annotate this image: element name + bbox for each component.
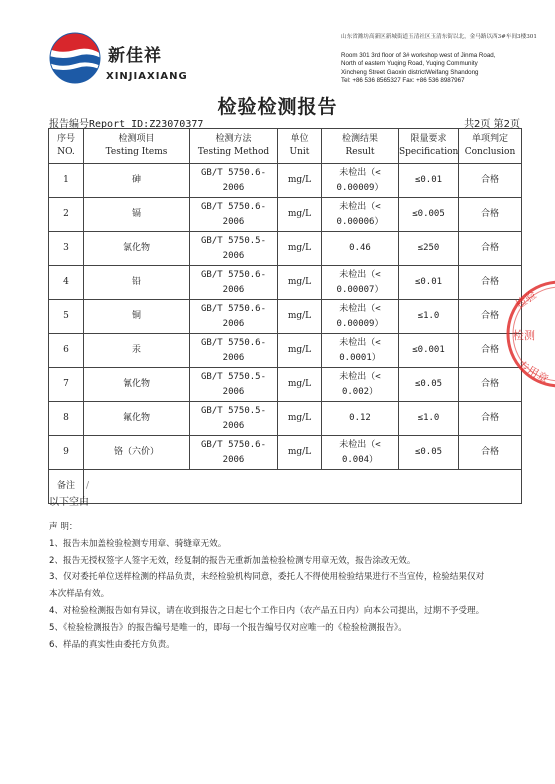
cell-method: GB/T 5750.6- 2006 bbox=[190, 198, 278, 232]
cell-no: 7 bbox=[49, 368, 84, 402]
table-row bbox=[49, 232, 522, 266]
cell-spec: ≤0.05 bbox=[399, 436, 459, 470]
cell-item: 氰化物 bbox=[84, 368, 190, 402]
results-table bbox=[48, 128, 522, 504]
cell-spec: ≤0.005 bbox=[399, 198, 459, 232]
cell-spec: ≤0.01 bbox=[399, 266, 459, 300]
declaration-heading: 声 明： bbox=[49, 522, 78, 532]
table-row bbox=[49, 266, 522, 300]
cell-no: 4 bbox=[49, 266, 84, 300]
cell-item: 汞 bbox=[84, 334, 190, 368]
table-row bbox=[49, 402, 522, 436]
cell-item: 砷 bbox=[84, 164, 190, 198]
cell-unit: mg/L bbox=[278, 198, 322, 232]
cell-result: 未检出（< 0.00009） bbox=[322, 300, 399, 334]
cell-item: 镉 bbox=[84, 198, 190, 232]
cell-item: 铜 bbox=[84, 300, 190, 334]
table-row bbox=[49, 300, 522, 334]
table-header-row bbox=[49, 129, 522, 164]
cell-unit: mg/L bbox=[278, 334, 322, 368]
cell-conclusion: 合格 bbox=[459, 334, 522, 368]
cell-conclusion: 合格 bbox=[459, 266, 522, 300]
address-line: Xincheng Street Gaoxin districtWeifang Shandong bbox=[341, 68, 479, 76]
declaration-item: 2、报告无授权签字人签字无效，经复制的报告无重新加盖检验检测专用章无效，报告涂改无效。 bbox=[49, 555, 416, 566]
cell-conclusion: 合格 bbox=[459, 402, 522, 436]
remark-row bbox=[49, 470, 522, 504]
cell-unit: mg/L bbox=[278, 300, 322, 334]
cell-spec: ≤250 bbox=[399, 232, 459, 266]
declaration-item: 5、《检验检测报告》的报告编号是唯一的，即每一个报告编号仅对应唯一的《检验检测报告》。 bbox=[49, 622, 407, 633]
cell-unit: mg/L bbox=[278, 402, 322, 436]
cell-spec: ≤1.0 bbox=[399, 300, 459, 334]
declaration-item: 6、样品的真实性由委托方负责。 bbox=[49, 639, 175, 650]
header-result: 检测结果 Result bbox=[322, 129, 399, 164]
cell-result: 0.46 bbox=[322, 232, 399, 266]
cell-item: 铅 bbox=[84, 266, 190, 300]
seal-stamp bbox=[505, 279, 555, 389]
cell-spec: ≤1.0 bbox=[399, 402, 459, 436]
table-row bbox=[49, 368, 522, 402]
header-spec: 限量要求 Specification bbox=[399, 129, 459, 164]
cell-conclusion: 合格 bbox=[459, 232, 522, 266]
cell-method: GB/T 5750.5- 2006 bbox=[190, 232, 278, 266]
header-no: 序号 NO. bbox=[49, 129, 84, 164]
cell-conclusion: 合格 bbox=[459, 198, 522, 232]
cell-method: GB/T 5750.6- 2006 bbox=[190, 300, 278, 334]
remark-value: / bbox=[84, 470, 522, 504]
cell-no: 9 bbox=[49, 436, 84, 470]
svg-text:检验: 检验 bbox=[513, 288, 539, 312]
cell-unit: mg/L bbox=[278, 368, 322, 402]
cell-result: 未检出（< 0.00009） bbox=[322, 164, 399, 198]
pages-current: 第2页 bbox=[493, 119, 520, 130]
svg-text:专用章: 专用章 bbox=[515, 358, 551, 387]
cell-spec: ≤0.001 bbox=[399, 334, 459, 368]
cell-no: 5 bbox=[49, 300, 84, 334]
cell-spec: ≤0.01 bbox=[399, 164, 459, 198]
company-address-cn: 山东省潍坊高新区新城街道玉清社区玉清东街以北，金马路以西3#车间3楼301 bbox=[341, 34, 537, 40]
blank-below-note: 以下空白 bbox=[49, 497, 89, 508]
address-line: Room 301 3rd floor of 3# workshop west of Jinma Road, bbox=[341, 52, 496, 59]
report-number: 报告编号Report ID:Z23070377 bbox=[49, 119, 204, 130]
cell-unit: mg/L bbox=[278, 164, 322, 198]
company-logo bbox=[49, 32, 101, 84]
cell-item: 氟化物 bbox=[84, 402, 190, 436]
cell-method: GB/T 5750.6- 2006 bbox=[190, 164, 278, 198]
cell-result: 未检出（< 0.00007） bbox=[322, 266, 399, 300]
header-method: 检测方法 Testing Method bbox=[190, 129, 278, 164]
header-conclusion: 单项判定 Conclusion bbox=[459, 129, 522, 164]
cell-method: GB/T 5750.6- 2006 bbox=[190, 334, 278, 368]
cell-conclusion: 合格 bbox=[459, 164, 522, 198]
header-item: 检测项目 Testing Items bbox=[84, 129, 190, 164]
cell-spec: ≤0.05 bbox=[399, 368, 459, 402]
cell-result: 未检出（< 0.00006） bbox=[322, 198, 399, 232]
cell-method: GB/T 5750.6- 2006 bbox=[190, 266, 278, 300]
table-row bbox=[49, 436, 522, 470]
cell-unit: mg/L bbox=[278, 266, 322, 300]
cell-unit: mg/L bbox=[278, 232, 322, 266]
cell-result: 0.12 bbox=[322, 402, 399, 436]
cell-method: GB/T 5750.5- 2006 bbox=[190, 368, 278, 402]
cell-no: 2 bbox=[49, 198, 84, 232]
cell-conclusion: 合格 bbox=[459, 368, 522, 402]
company-address-en bbox=[341, 52, 546, 85]
cell-no: 3 bbox=[49, 232, 84, 266]
table-row bbox=[49, 334, 522, 368]
contact-line: Tel: +86 536 8565327 Fax: +86 536 8987967 bbox=[341, 76, 465, 84]
cell-unit: mg/L bbox=[278, 436, 322, 470]
remark-label: 备注 bbox=[49, 470, 84, 504]
declaration-item: 3、仅对委托单位送样检测的样品负责，未经检验机构同意，委托人不得使用检验结果进行不当宣传，检验结果仅对本次样品有效。 bbox=[49, 572, 485, 600]
cell-item: 铬（六价） bbox=[84, 436, 190, 470]
cell-item: 氯化物 bbox=[84, 232, 190, 266]
header-unit: 单位 Unit bbox=[278, 129, 322, 164]
cell-no: 8 bbox=[49, 402, 84, 436]
cell-conclusion: 合格 bbox=[459, 436, 522, 470]
cell-method: GB/T 5750.6- 2006 bbox=[190, 436, 278, 470]
cell-conclusion: 合格 bbox=[459, 300, 522, 334]
svg-text:检测: 检测 bbox=[513, 329, 535, 342]
cell-result: 未检出（< 0.004） bbox=[322, 436, 399, 470]
pages-total: 共2页 bbox=[464, 119, 491, 130]
cell-no: 1 bbox=[49, 164, 84, 198]
company-name-cn: 新佳祥 bbox=[108, 46, 162, 66]
cell-result: 未检出（< 0.002） bbox=[322, 368, 399, 402]
address-line: North of eastern Yuqing Road, Yuqing Community bbox=[341, 60, 478, 68]
declaration bbox=[49, 519, 489, 653]
document-title: 检验检测报告 bbox=[217, 96, 338, 118]
cell-result: 未检出（< 0.0001） bbox=[322, 334, 399, 368]
company-name-en: XINJIAXIANG bbox=[106, 71, 188, 82]
declaration-item: 1、报告未加盖检验检测专用章、骑缝章无效。 bbox=[49, 538, 227, 549]
table-row bbox=[49, 198, 522, 232]
declaration-item: 4、对检验检测报告如有异议，请在收到报告之日起七个工作日内（农产品五日内）向本公司提出，过期不予受理。 bbox=[49, 605, 485, 616]
cell-no: 6 bbox=[49, 334, 84, 368]
table-row bbox=[49, 164, 522, 198]
cell-method: GB/T 5750.5- 2006 bbox=[190, 402, 278, 436]
